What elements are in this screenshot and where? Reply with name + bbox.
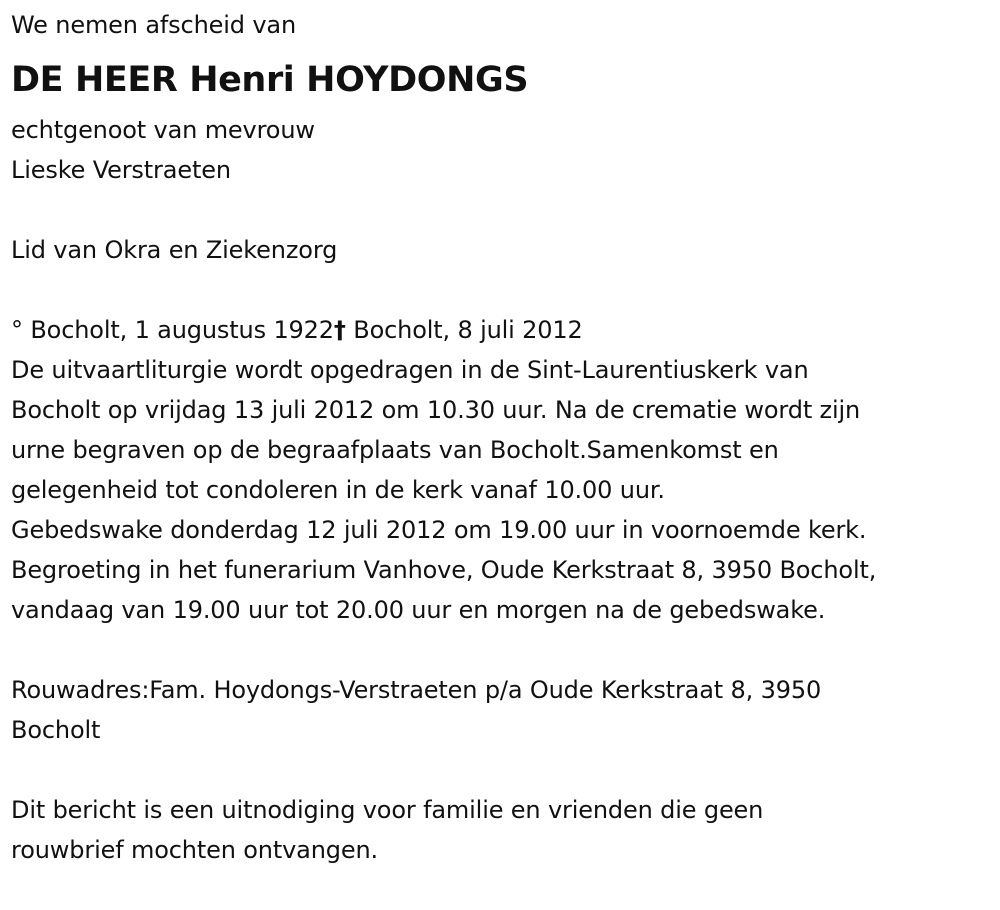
dates-line <box>11 310 996 350</box>
death-info: Bocholt, 8 juli 2012 <box>353 316 583 344</box>
closing-line: rouwbrief mochten ontvangen. <box>11 836 379 864</box>
funeral-line: Gebedswake donderdag 12 juli 2012 om 19.00 uur in voornoemde kerk. <box>11 516 867 544</box>
spacer <box>11 630 996 670</box>
funeral-line: Begroeting in het funerarium Vanhove, Oude Kerkstraat 8, 3950 Bocholt, <box>11 556 877 584</box>
birth-symbol: ° <box>11 316 23 344</box>
spacer <box>11 750 996 790</box>
spacer <box>11 190 996 230</box>
funeral-line: urne begraven op de begraafplaats van Bocholt.Samenkomst en <box>11 436 779 464</box>
address-line: Rouwadres:Fam. Hoydongs-Verstraeten p/a Oude Kerkstraat 8, 3950 <box>11 676 822 704</box>
spouse-line-2: Lieske Verstraeten <box>11 156 231 184</box>
funeral-line: vandaag van 19.00 uur tot 20.00 uur en morgen na de gebedswake. <box>11 596 826 624</box>
funeral-line: Bocholt op vrijdag 13 juli 2012 om 10.30 uur. Na de crematie wordt zijn <box>11 396 861 424</box>
intro-text: We nemen afscheid van <box>11 11 297 39</box>
spacer <box>11 270 996 310</box>
death-notice <box>11 0 996 870</box>
birth-info: Bocholt, 1 augustus 1922 <box>30 316 334 344</box>
funeral-line: gelegenheid tot condoleren in de kerk vanaf 10.00 uur. <box>11 476 665 504</box>
closing-line: Dit bericht is een uitnodiging voor familie en vrienden die geen <box>11 796 764 824</box>
spouse-line-1: echtgenoot van mevrouw <box>11 116 315 144</box>
funeral-line: De uitvaartliturgie wordt opgedragen in de Sint-Laurentiuskerk van <box>11 356 809 384</box>
membership-text: Lid van Okra en Ziekenzorg <box>11 236 338 264</box>
deceased-name: DE HEER Henri HOYDONGS <box>11 60 529 100</box>
cross-icon: † <box>333 316 346 344</box>
address-line: Bocholt <box>11 716 101 744</box>
